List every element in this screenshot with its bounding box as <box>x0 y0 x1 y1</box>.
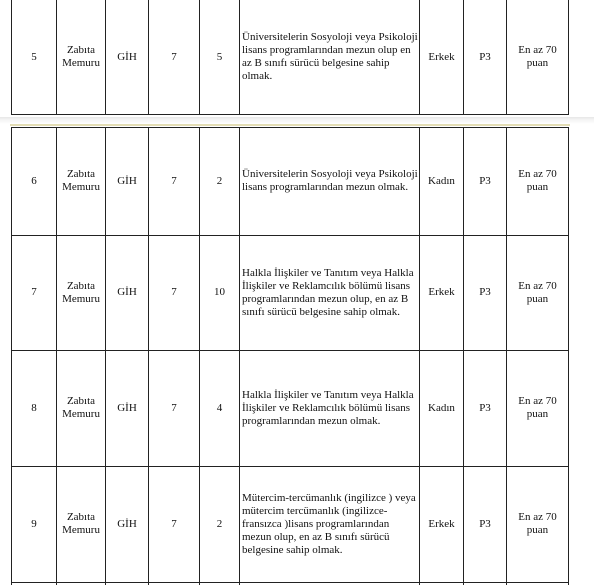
kpss-type: P3 <box>479 286 491 298</box>
table-column-border <box>506 235 507 350</box>
table-row-border <box>11 127 569 128</box>
gender: Erkek <box>428 517 455 530</box>
table-column-border <box>105 466 106 582</box>
table-row <box>0 127 594 235</box>
position-count: 2 <box>216 174 223 187</box>
table-column-border <box>568 350 569 466</box>
row-number: 6 <box>31 174 37 187</box>
degree: 7 <box>171 286 177 298</box>
table-column-border <box>568 466 569 582</box>
table-column-border <box>56 235 57 350</box>
qualification-text: Halkla İlişkiler ve Tanıtım veya Halkla İlişkiler ve Reklamcılık bölümü lisans programlarından mezun olup, en az B sınıfı sürücü belgesine sahip olmak. <box>242 266 414 318</box>
table-column-border <box>463 127 464 235</box>
table-column-border <box>463 350 464 466</box>
degree: 7 <box>171 174 177 187</box>
degree: 7 <box>171 401 177 414</box>
table-column-border <box>199 0 200 114</box>
table-column-border <box>568 127 569 235</box>
table-column-border <box>56 350 57 466</box>
kpss-type: P3 <box>479 50 491 63</box>
table-column-border <box>148 350 149 466</box>
row-number: 8 <box>31 401 37 414</box>
table-column-border <box>463 0 464 114</box>
kpss-type: P3 <box>479 174 491 187</box>
degree: 7 <box>171 50 177 63</box>
kpss-type: P3 <box>479 517 491 530</box>
table-column-border <box>56 0 57 114</box>
degree: 7 <box>171 517 177 530</box>
table-column-border <box>105 235 106 350</box>
table-column-border <box>56 127 57 235</box>
qualification-text: Mütercim-tercümanlık (ingilizce ) veya mütercim tercümanlık (ingilizce-fransızca )lisans programlarından mezun olup, en az B sınıfı sürücü belgesine sahip olmak. <box>242 491 416 556</box>
page-break-edge <box>10 124 570 126</box>
table-row-border <box>11 350 569 351</box>
table-column-border <box>105 350 106 466</box>
class-code: GİH <box>117 286 137 298</box>
table-column-border <box>105 127 106 235</box>
table-column-border <box>506 350 507 466</box>
qualification-text: Üniversitelerin Sosyoloji veya Psikoloji lisans programlarından mezun olup en az B sınıfı sürücü belgesine sahip olmak. <box>242 31 418 82</box>
position-count: 2 <box>216 517 223 530</box>
table-column-border <box>199 127 200 235</box>
table-column-border <box>463 235 464 350</box>
min-score: En az 70 puan <box>518 44 557 69</box>
table-row <box>0 0 594 114</box>
position-title: Zabıta Memuru <box>62 279 100 305</box>
table-column-border <box>568 235 569 350</box>
table-column-border <box>56 466 57 582</box>
position-count: 10 <box>214 286 225 298</box>
class-code: GİH <box>117 174 137 187</box>
qualification-text: Halkla İlişkiler ve Tanıtım veya Halkla İlişkiler ve Reklamcılık bölümü lisans programlarından mezun olmak. <box>242 388 414 427</box>
table-row-border <box>11 114 569 115</box>
gender: Kadın <box>428 174 455 187</box>
table-column-border <box>419 235 420 350</box>
row-number: 7 <box>31 286 37 298</box>
table-column-border <box>148 466 149 582</box>
table-column-border <box>506 0 507 114</box>
min-score: En az 70 puan <box>518 395 557 420</box>
table-column-border <box>11 466 12 582</box>
table-column-border <box>199 466 200 582</box>
class-code: GİH <box>117 401 137 414</box>
table-column-border <box>199 350 200 466</box>
min-score: En az 70 puan <box>518 279 557 305</box>
table-column-border <box>239 235 240 350</box>
table-column-border <box>568 0 569 114</box>
table-column-border <box>419 127 420 235</box>
table-column-border <box>11 0 12 114</box>
row-number: 9 <box>31 517 37 530</box>
table-column-border <box>199 235 200 350</box>
page-break <box>0 117 594 124</box>
position-count: 5 <box>216 50 223 63</box>
table-column-border <box>239 466 240 582</box>
table-column-border <box>239 0 240 114</box>
position-count: 4 <box>216 401 223 414</box>
row-number: 5 <box>31 50 37 63</box>
table-column-border <box>148 127 149 235</box>
table-column-border <box>105 0 106 114</box>
table-row <box>0 350 594 466</box>
position-title: Zabıta Memuru <box>62 395 100 420</box>
min-score: En az 70 puan <box>518 511 557 536</box>
table-column-border <box>419 466 420 582</box>
class-code: GİH <box>117 517 137 530</box>
table-column-border <box>11 127 12 235</box>
gender: Erkek <box>428 50 455 63</box>
table-column-border <box>11 350 12 466</box>
table-column-border <box>463 466 464 582</box>
table-row-border <box>11 582 569 583</box>
table-column-border <box>419 0 420 114</box>
min-score: En az 70 puan <box>518 168 557 193</box>
table-column-border <box>11 235 12 350</box>
table-column-border <box>148 0 149 114</box>
class-code: GİH <box>117 50 137 63</box>
qualification-text: Üniversitelerin Sosyoloji veya Psikoloji lisans programlarından mezun olmak. <box>242 168 418 193</box>
table-row <box>0 466 594 582</box>
table-column-border <box>148 235 149 350</box>
table-column-border <box>506 466 507 582</box>
position-title: Zabıta Memuru <box>62 511 100 536</box>
table-column-border <box>419 350 420 466</box>
gender: Erkek <box>428 286 455 298</box>
table-column-border <box>506 127 507 235</box>
position-title: Zabıta Memuru <box>62 168 100 193</box>
table-column-border <box>239 350 240 466</box>
gender: Kadın <box>428 401 455 414</box>
table-column-border <box>239 127 240 235</box>
kpss-type: P3 <box>479 401 491 414</box>
table-row-border <box>11 466 569 467</box>
table-row-border <box>11 235 569 236</box>
position-title: Zabıta Memuru <box>62 44 100 69</box>
table-row <box>0 235 594 350</box>
